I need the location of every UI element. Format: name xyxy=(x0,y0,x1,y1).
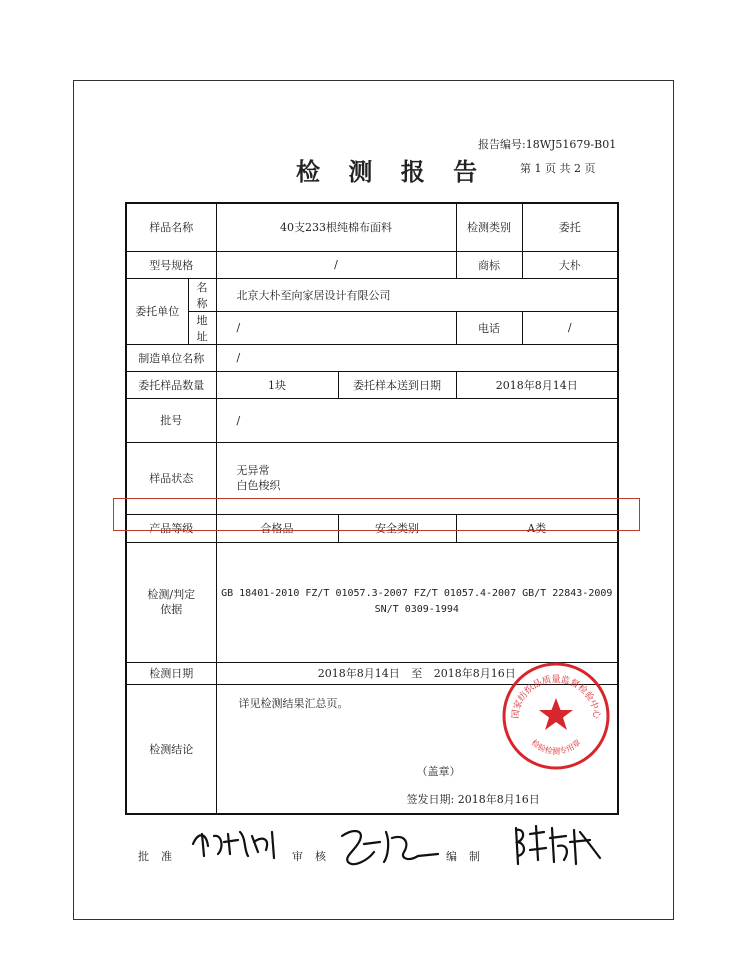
client-address-label: 地址 xyxy=(188,311,216,344)
test-category-value: 委托 xyxy=(522,203,618,251)
sample-status-line2: 白色梭织 xyxy=(236,479,281,492)
seal-star-icon xyxy=(539,698,573,730)
grade-value: 合格品 xyxy=(216,514,338,542)
conclusion-text: 详见检测结果汇总页。 xyxy=(238,696,349,710)
phone-label: 电话 xyxy=(456,311,522,344)
seal-subtext: 检验检测专用章 xyxy=(529,737,583,756)
conclusion-label: 检测结论 xyxy=(126,684,216,814)
brand-label: 商标 xyxy=(456,251,522,278)
sample-status-line1: 无异常 xyxy=(236,464,270,477)
test-date-to: 至 xyxy=(411,667,423,680)
official-seal xyxy=(500,660,612,772)
table-row xyxy=(126,251,618,278)
basis-label-2: 依据 xyxy=(160,603,183,616)
compile-signature xyxy=(510,820,610,870)
test-category-label: 检测类别 xyxy=(456,203,522,251)
table-row xyxy=(126,371,618,398)
brand-value: 大朴 xyxy=(522,251,618,278)
model-value: / xyxy=(216,251,456,278)
grade-label: 产品等级 xyxy=(126,514,216,542)
table-row xyxy=(126,542,618,662)
safety-label: 安全类别 xyxy=(338,514,456,542)
batch-value: / xyxy=(216,398,618,442)
delivery-date-label: 委托样本送到日期 xyxy=(338,371,456,398)
basis-label-1: 检测/判定 xyxy=(147,588,196,601)
test-date-start: 2018年8月14日 xyxy=(317,667,400,680)
review-signature xyxy=(334,822,444,870)
manufacturer-label: 制造单位名称 xyxy=(126,344,216,371)
client-name-value: 北京大朴至向家居设计有限公司 xyxy=(216,278,618,311)
seal-text: 国家纺织品质量监督检验中心 xyxy=(510,675,602,720)
sample-qty-value: 1块 xyxy=(216,371,338,398)
test-date-label: 检测日期 xyxy=(126,662,216,684)
delivery-date-value: 2018年8月14日 xyxy=(456,371,618,398)
client-name-label: 名称 xyxy=(188,278,216,311)
client-address-value: / xyxy=(216,311,456,344)
client-label: 委托单位 xyxy=(126,278,188,344)
test-date-end: 2018年8月16日 xyxy=(433,667,516,680)
page-info: 第 1 页 共 2 页 xyxy=(520,162,596,175)
approve-label: 批准 xyxy=(138,850,184,863)
sample-status-label: 样品状态 xyxy=(126,442,216,514)
table-row xyxy=(126,398,618,442)
basis-line1: GB 18401-2010 FZ/T 01057.3-2007 FZ/T 01057.4-2007 GB/T 22843-2009 xyxy=(221,588,613,599)
table-row xyxy=(126,344,618,371)
approve-signature xyxy=(188,824,288,864)
phone-value: / xyxy=(522,311,618,344)
model-label: 型号规格 xyxy=(126,251,216,278)
manufacturer-value: / xyxy=(216,344,618,371)
safety-value: A类 xyxy=(456,514,618,542)
table-row xyxy=(126,311,618,344)
compile-label: 编制 xyxy=(446,850,492,863)
table-row xyxy=(126,278,618,311)
report-number: 报告编号:18WJ51679-B01 xyxy=(478,138,617,151)
sample-qty-label: 委托样品数量 xyxy=(126,371,216,398)
table-row xyxy=(126,203,618,251)
sample-name-value: 40支233根纯棉布面料 xyxy=(216,203,456,251)
sample-name-label: 样品名称 xyxy=(126,203,216,251)
basis-line2: SN/T 0309-1994 xyxy=(374,604,459,615)
seal-note: （盖章） xyxy=(416,764,461,778)
signature-row xyxy=(0,818,750,878)
issue-date: 签发日期: 2018年8月16日 xyxy=(406,792,540,806)
batch-label: 批号 xyxy=(126,398,216,442)
page-title: 检 测 报 告 xyxy=(296,157,488,186)
highlight-box xyxy=(113,498,640,531)
review-label: 审核 xyxy=(292,850,338,863)
